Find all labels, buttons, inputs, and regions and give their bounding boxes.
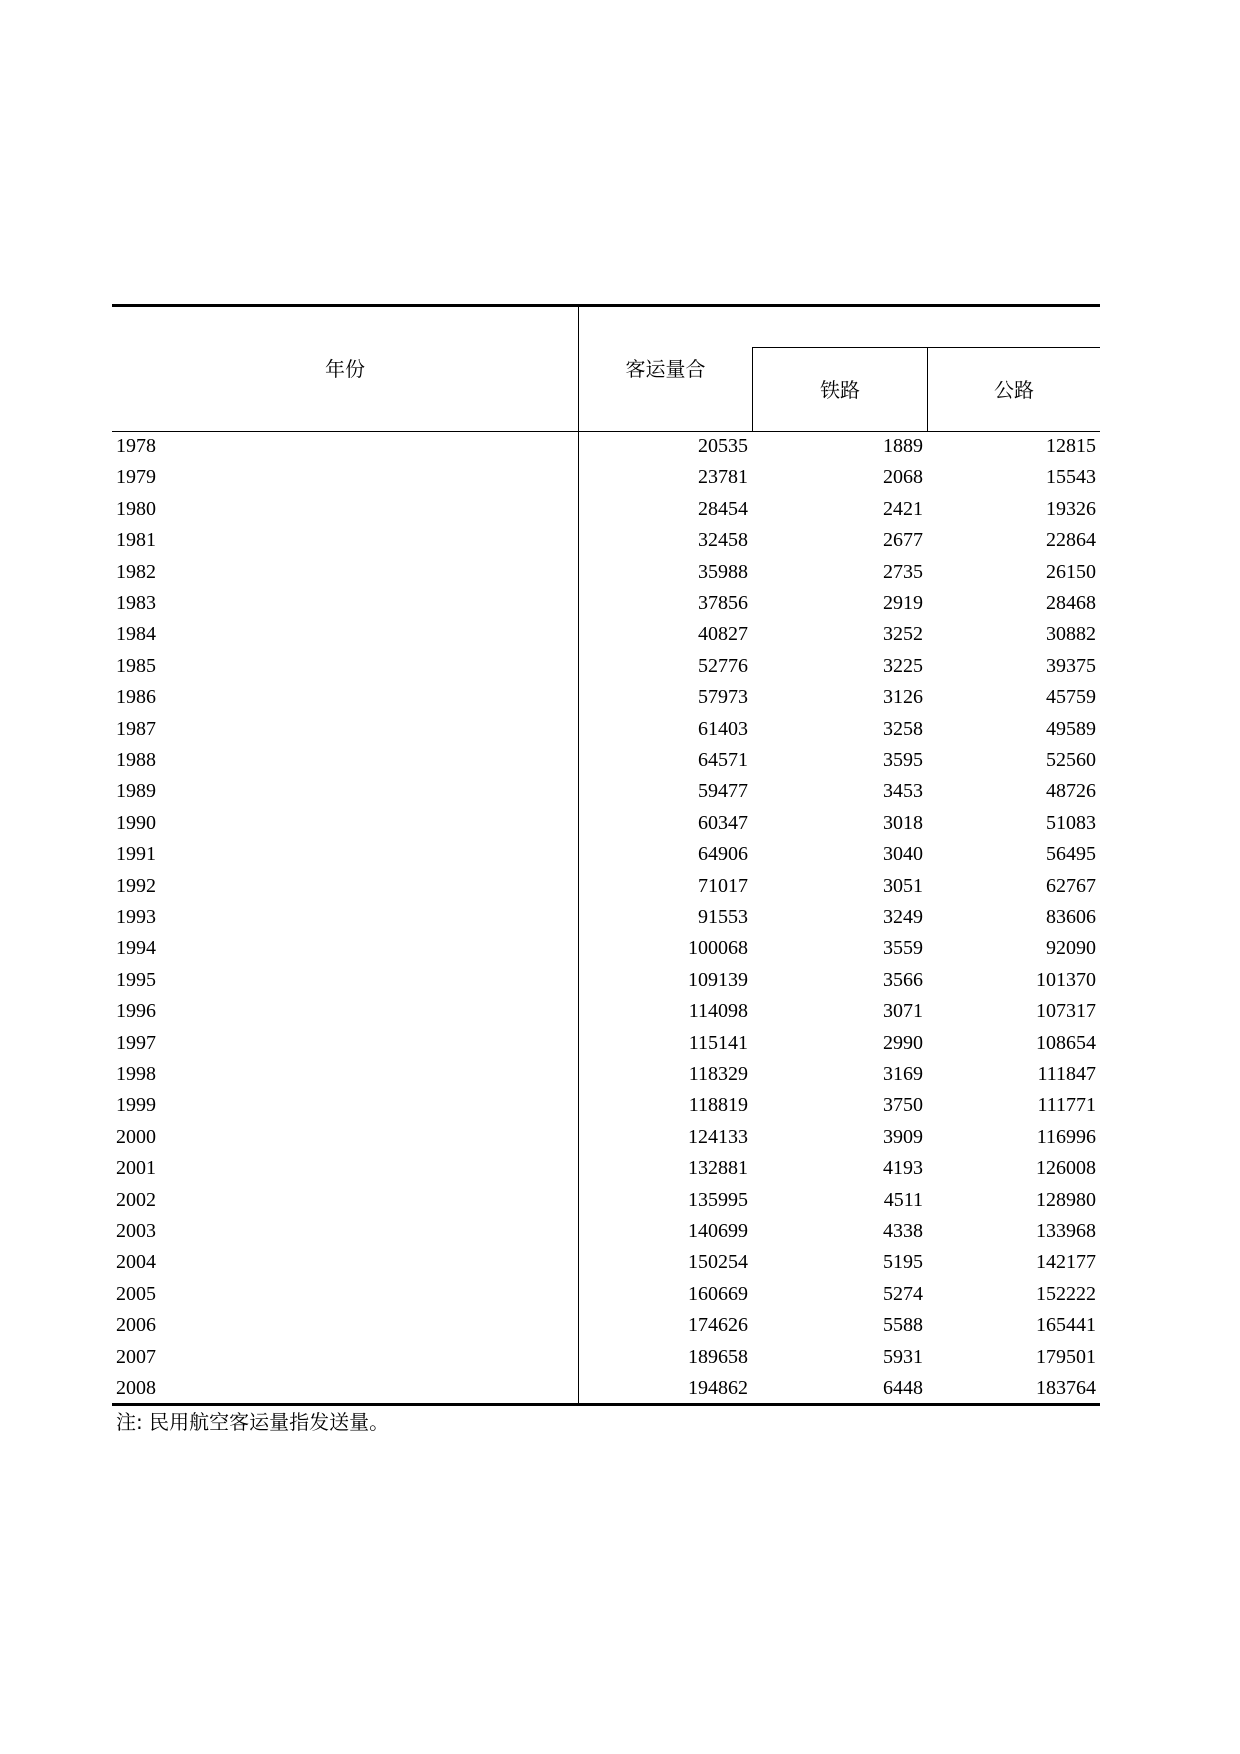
- total-cell: 71017: [698, 874, 748, 897]
- rail-cell: 3559: [883, 937, 923, 960]
- total-cell: 135995: [688, 1188, 748, 1211]
- year-cell: 1991: [116, 843, 156, 866]
- year-cell: 1989: [116, 780, 156, 803]
- rail-cell: 5195: [883, 1251, 923, 1274]
- road-cell: 126008: [1036, 1157, 1096, 1180]
- table-row: [112, 1342, 1100, 1373]
- year-cell: 1999: [116, 1094, 156, 1117]
- year-cell: 1986: [116, 686, 156, 709]
- rail-cell: 2068: [883, 466, 923, 489]
- total-cell: 124133: [688, 1125, 748, 1148]
- year-cell: 1984: [116, 623, 156, 646]
- road-cell: 22864: [1046, 529, 1096, 552]
- table-row: [112, 1310, 1100, 1341]
- road-cell: 92090: [1046, 937, 1096, 960]
- subheader-top-rule: [752, 347, 1100, 348]
- rail-cell: 3750: [883, 1094, 923, 1117]
- total-cell: 40827: [698, 623, 748, 646]
- total-cell: 20535: [698, 435, 748, 457]
- year-cell: 1987: [116, 717, 156, 740]
- rail-cell: 4511: [883, 1188, 923, 1211]
- table-row: [112, 933, 1100, 964]
- rail-cell: 2919: [883, 592, 923, 614]
- total-cell: 132881: [688, 1157, 748, 1180]
- total-cell: 160669: [688, 1282, 748, 1305]
- year-cell: 2002: [116, 1188, 156, 1211]
- total-cell: 91553: [698, 906, 748, 928]
- table-row: [112, 1216, 1100, 1247]
- year-cell: 1978: [116, 435, 156, 457]
- road-cell: 26150: [1046, 560, 1096, 583]
- table-row: [112, 745, 1100, 776]
- rail-cell: 3453: [883, 780, 923, 803]
- road-cell: 116996: [1036, 1125, 1096, 1148]
- year-cell: 1982: [116, 560, 156, 583]
- road-cell: 62767: [1046, 874, 1096, 897]
- road-cell: 128980: [1036, 1188, 1096, 1211]
- table-row: [112, 871, 1100, 902]
- rail-cell: 1889: [883, 435, 923, 457]
- table-top-rule: [112, 304, 1100, 307]
- rail-cell: 4338: [883, 1220, 923, 1242]
- table-row: [112, 808, 1100, 839]
- road-cell: 152222: [1036, 1282, 1096, 1305]
- rail-cell: 4193: [883, 1157, 923, 1180]
- rail-cell: 6448: [883, 1377, 923, 1399]
- road-cell: 111771: [1037, 1094, 1096, 1117]
- rail-cell: 2735: [883, 560, 923, 583]
- table-row: [112, 965, 1100, 996]
- road-cell: 101370: [1036, 968, 1096, 991]
- table-row: [112, 776, 1100, 807]
- year-cell: 1995: [116, 968, 156, 991]
- year-cell: 1981: [116, 529, 156, 552]
- total-cell: 150254: [688, 1251, 748, 1274]
- table-row: [112, 651, 1100, 682]
- year-cell: 2007: [116, 1345, 156, 1368]
- rail-cell: 5274: [883, 1282, 923, 1305]
- total-cell: 114098: [688, 1000, 748, 1023]
- table-row: [112, 1122, 1100, 1153]
- total-cell: 37856: [698, 592, 748, 614]
- year-cell: 1979: [116, 466, 156, 489]
- road-cell: 142177: [1036, 1251, 1096, 1274]
- rail-cell: 2421: [883, 497, 923, 520]
- rail-cell: 3169: [883, 1063, 923, 1085]
- rail-cell: 3258: [883, 717, 923, 740]
- table-row: [112, 902, 1100, 933]
- rail-cell: 2677: [883, 529, 923, 552]
- road-cell: 179501: [1036, 1345, 1096, 1368]
- year-cell: 1988: [116, 749, 156, 771]
- table-row: [112, 682, 1100, 713]
- total-cell: 174626: [688, 1314, 748, 1337]
- total-cell: 52776: [698, 654, 748, 677]
- road-cell: 107317: [1036, 1000, 1096, 1023]
- year-cell: 1990: [116, 811, 156, 834]
- total-cell: 28454: [698, 497, 748, 520]
- road-cell: 183764: [1036, 1377, 1096, 1399]
- table-row: [112, 494, 1100, 525]
- header-road: 公路: [994, 378, 1034, 402]
- rail-cell: 2990: [883, 1031, 923, 1054]
- rail-cell: 3566: [883, 968, 923, 991]
- rail-cell: 3595: [883, 749, 923, 771]
- road-cell: 28468: [1046, 592, 1096, 614]
- year-cell: 1985: [116, 654, 156, 677]
- rail-cell: 3018: [883, 811, 923, 834]
- table-row: [112, 462, 1100, 493]
- total-cell: 194862: [688, 1377, 748, 1399]
- road-cell: 49589: [1046, 717, 1096, 740]
- road-cell: 108654: [1036, 1031, 1096, 1054]
- year-cell: 1996: [116, 1000, 156, 1023]
- road-cell: 165441: [1036, 1314, 1096, 1337]
- total-cell: 57973: [698, 686, 748, 709]
- total-cell: 32458: [698, 529, 748, 552]
- rail-cell: 3249: [883, 906, 923, 928]
- table-row: [112, 1247, 1100, 1278]
- header-year: 年份: [325, 357, 365, 381]
- rail-cell: 5931: [883, 1345, 923, 1368]
- total-cell: 100068: [688, 937, 748, 960]
- header-rail: 铁路: [820, 378, 860, 402]
- road-cell: 15543: [1046, 466, 1096, 489]
- rail-cell: 3126: [883, 686, 923, 709]
- rail-cell: 3909: [883, 1125, 923, 1148]
- total-cell: 64571: [698, 749, 748, 771]
- rail-cell: 3225: [883, 654, 923, 677]
- year-cell: 1992: [116, 874, 156, 897]
- total-cell: 189658: [688, 1345, 748, 1368]
- table-row: [112, 1373, 1100, 1404]
- total-cell: 140699: [688, 1220, 748, 1242]
- table-row: [112, 1279, 1100, 1310]
- road-cell: 52560: [1046, 749, 1096, 771]
- road-cell: 30882: [1046, 623, 1096, 646]
- road-cell: 111847: [1037, 1063, 1096, 1085]
- rail-cell: 5588: [883, 1314, 923, 1337]
- year-cell: 2005: [116, 1282, 156, 1305]
- road-cell: 45759: [1046, 686, 1096, 709]
- table-row: [112, 1153, 1100, 1184]
- table-row: [112, 588, 1100, 619]
- table-row: [112, 431, 1100, 462]
- road-cell: 83606: [1046, 906, 1096, 928]
- rail-cell: 3252: [883, 623, 923, 646]
- total-cell: 35988: [698, 560, 748, 583]
- year-cell: 2003: [116, 1220, 156, 1242]
- year-cell: 2006: [116, 1314, 156, 1337]
- road-cell: 39375: [1046, 654, 1096, 677]
- total-cell: 64906: [698, 843, 748, 866]
- road-cell: 133968: [1036, 1220, 1096, 1242]
- total-cell: 60347: [698, 811, 748, 834]
- table-row: [112, 619, 1100, 650]
- year-cell: 1997: [116, 1031, 156, 1054]
- total-cell: 59477: [698, 780, 748, 803]
- road-cell: 19326: [1046, 497, 1096, 520]
- table-row: [112, 525, 1100, 556]
- table-row: [112, 557, 1100, 588]
- year-cell: 2000: [116, 1125, 156, 1148]
- road-cell: 48726: [1046, 780, 1096, 803]
- passenger-traffic-table: [112, 0, 1100, 1754]
- year-cell: 1994: [116, 937, 156, 960]
- year-cell: 2004: [116, 1251, 156, 1274]
- total-cell: 115141: [688, 1031, 748, 1054]
- table-row: [112, 714, 1100, 745]
- rail-cell: 3051: [883, 874, 923, 897]
- table-row: [112, 1028, 1100, 1059]
- table-row: [112, 996, 1100, 1027]
- year-cell: 2001: [116, 1157, 156, 1180]
- table-row: [112, 1185, 1100, 1216]
- footnote: 注: 民用航空客运量指发送量。: [116, 1410, 390, 1434]
- table-row: [112, 1090, 1100, 1121]
- year-cell: 1998: [116, 1063, 156, 1085]
- year-cell: 1980: [116, 497, 156, 520]
- road-cell: 51083: [1046, 811, 1096, 834]
- total-cell: 23781: [698, 466, 748, 489]
- road-cell: 12815: [1046, 435, 1096, 457]
- year-cell: 1993: [116, 906, 156, 928]
- road-cell: 56495: [1046, 843, 1096, 866]
- rail-cell: 3040: [883, 843, 923, 866]
- total-cell: 109139: [688, 968, 748, 991]
- total-cell: 118329: [688, 1063, 748, 1085]
- total-cell: 118819: [688, 1094, 748, 1117]
- year-cell: 1983: [116, 592, 156, 614]
- year-cell: 2008: [116, 1377, 156, 1399]
- header-total: 客运量合: [625, 357, 706, 381]
- rail-cell: 3071: [883, 1000, 923, 1023]
- total-cell: 61403: [698, 717, 748, 740]
- table-row: [112, 839, 1100, 870]
- table-row: [112, 1059, 1100, 1090]
